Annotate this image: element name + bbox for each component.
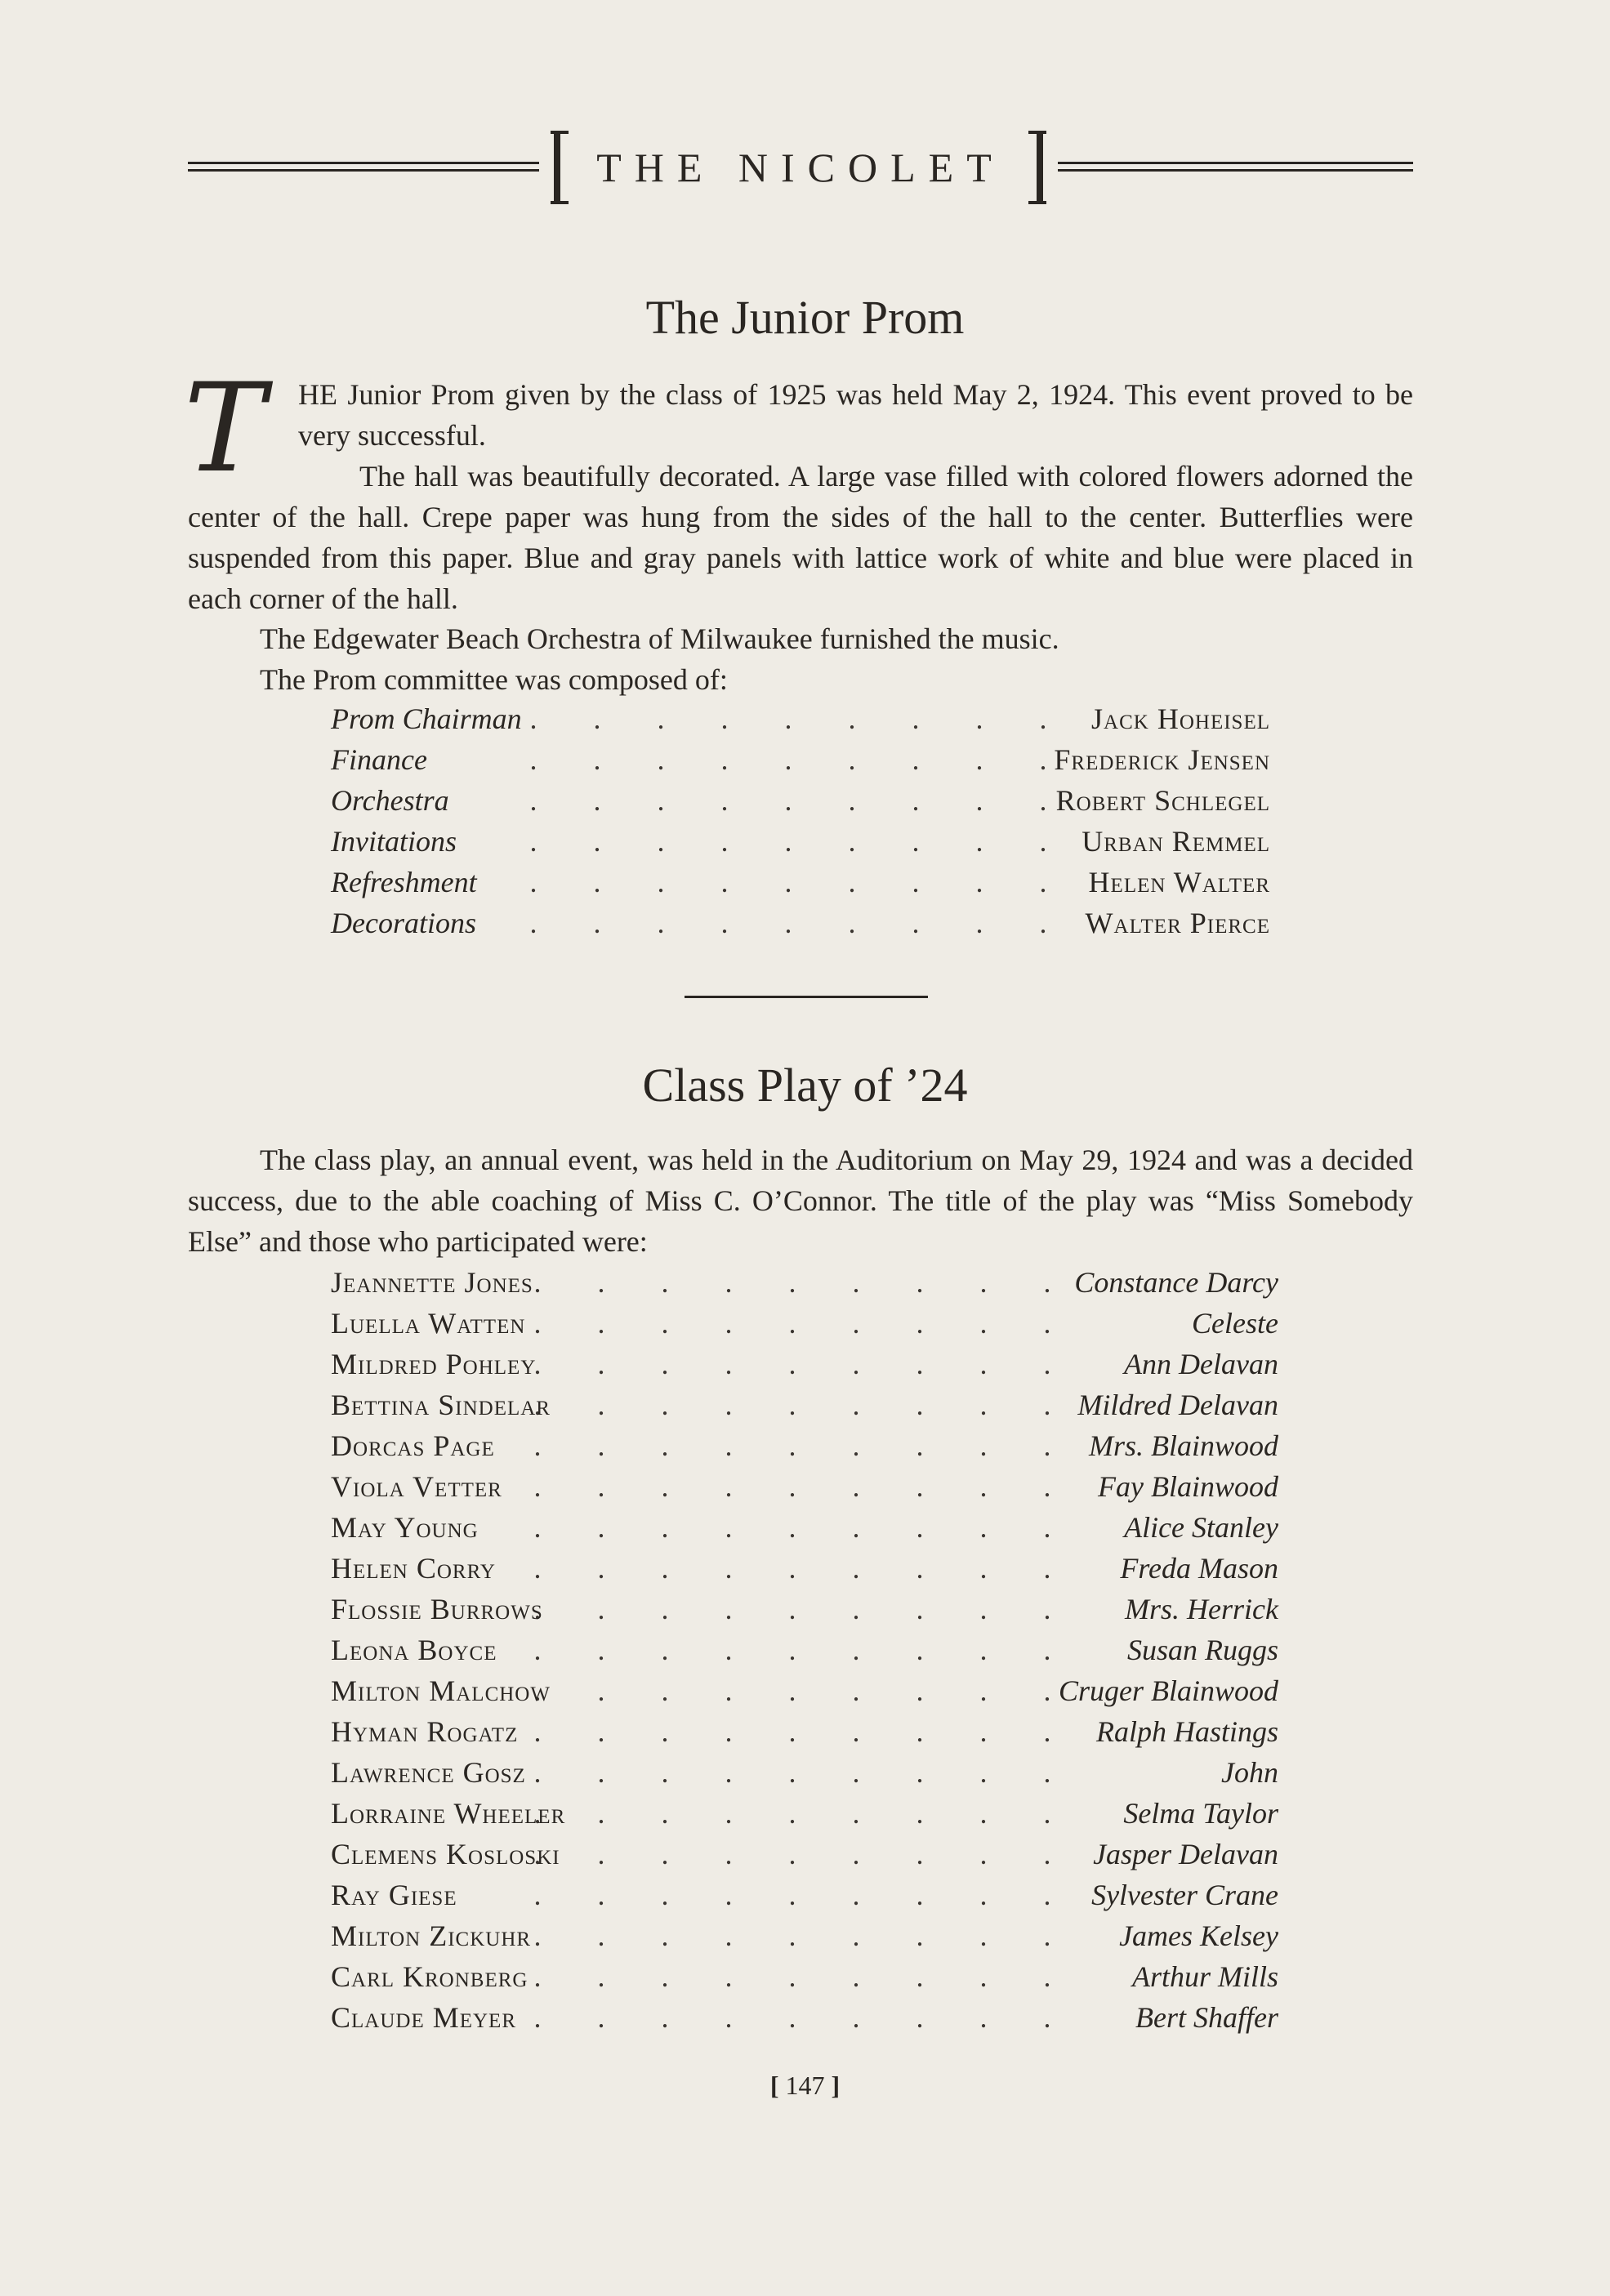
- page-number-bracket-right: ]: [831, 2071, 841, 2100]
- cast-row: [331, 1915, 1278, 1956]
- cast-row-character: Cruger Blainwood: [1058, 1674, 1278, 1707]
- cast-row: [331, 1793, 1278, 1834]
- cast-row: [331, 1629, 1278, 1670]
- header-rule-left: [188, 162, 539, 173]
- cast-row: [331, 1303, 1278, 1344]
- committee-row: [331, 821, 1270, 862]
- dot-leader: . . . . . . . . .: [529, 702, 1072, 735]
- committee-row: [331, 698, 1270, 739]
- cast-row: [331, 1670, 1278, 1711]
- cast-row-character: Celeste: [1192, 1307, 1278, 1340]
- committee-row-role: Refreshment: [331, 866, 477, 898]
- cast-row-actor: Jeannette Jones: [331, 1266, 533, 1299]
- dot-leader: . . . . . . . . .: [533, 1838, 1076, 1870]
- cast-row-character: Arthur Mills: [1131, 1960, 1278, 1993]
- committee-row-role: Decorations: [331, 907, 476, 939]
- committee-row-role: Finance: [331, 743, 427, 776]
- dot-leader: . . . . . . . . .: [533, 1756, 1076, 1789]
- prom-committee-list: [331, 698, 1270, 943]
- cast-row-actor: Flossie Burrows: [331, 1593, 543, 1625]
- dot-leader: . . . . . . . . .: [529, 866, 1072, 898]
- committee-row-name: Robert Schlegel: [1055, 784, 1270, 817]
- dot-leader: . . . . . . . . .: [533, 1511, 1076, 1544]
- cast-row-actor: Milton Malchow: [331, 1674, 551, 1707]
- cast-row: [331, 1466, 1278, 1507]
- cast-row: [331, 1344, 1278, 1384]
- cast-row-actor: Dorcas Page: [331, 1429, 495, 1462]
- cast-row-character: Bert Shaffer: [1135, 2001, 1278, 2034]
- cast-row-actor: Hyman Rogatz: [331, 1715, 519, 1748]
- committee-row: [331, 739, 1270, 780]
- dot-leader: . . . . . . . . .: [533, 1552, 1076, 1585]
- cast-row: [331, 1997, 1278, 2038]
- cast-row-character: Ralph Hastings: [1095, 1715, 1278, 1748]
- prom-paragraph-2: The hall was beautifully decorated. A large vase filled with colored flowers adorned the center of the hall. Crepe paper was hung from the sides of the hall to the center. Butterflies were suspended from this paper. Blue and gray panels with lattice work of white and blue were placed in each corner of the hall.: [188, 460, 1413, 615]
- dot-leader: . . . . . . . . .: [529, 743, 1072, 776]
- cast-row: [331, 1507, 1278, 1548]
- cast-row: [331, 1425, 1278, 1466]
- cast-row-actor: Lorraine Wheeler: [331, 1797, 566, 1830]
- cast-row-actor: Clemens Kosloski: [331, 1838, 560, 1870]
- cast-row: [331, 1589, 1278, 1629]
- committee-row: [331, 903, 1270, 943]
- cast-row-actor: Mildred Pohley: [331, 1348, 537, 1380]
- cast-row-actor: Leona Boyce: [331, 1634, 497, 1666]
- dot-leader: . . . . . . . . .: [533, 1634, 1076, 1666]
- dot-leader: . . . . . . . . .: [533, 1960, 1076, 1993]
- committee-row-name: Helen Walter: [1088, 866, 1270, 898]
- page-number-value: 147: [785, 2071, 825, 2100]
- cast-row-actor: Milton Zickuhr: [331, 1919, 532, 1952]
- dot-leader: . . . . . . . . .: [529, 825, 1072, 858]
- dot-leader: . . . . . . . . .: [533, 1266, 1076, 1299]
- cast-row: [331, 1384, 1278, 1425]
- committee-row-name: Walter Pierce: [1085, 907, 1270, 939]
- cast-row: [331, 1956, 1278, 1997]
- class-play-title: Class Play of ’24: [642, 1059, 968, 1112]
- cast-row-character: Constance Darcy: [1074, 1266, 1278, 1299]
- prom-paragraph-3: The Edgewater Beach Orchestra of Milwaukee furnished the music.: [260, 622, 1059, 655]
- committee-row: [331, 780, 1270, 821]
- committee-row-name: Urban Remmel: [1082, 825, 1270, 858]
- header-rule-right: [1058, 162, 1413, 173]
- cast-row-character: Jasper Delavan: [1093, 1838, 1278, 1870]
- cast-row: [331, 1548, 1278, 1589]
- masthead-title: THE NICOLET: [596, 145, 1005, 190]
- cast-row-character: Mildred Delavan: [1077, 1389, 1278, 1421]
- cast-row-actor: Carl Kronberg: [331, 1960, 528, 1993]
- cast-row-actor: Viola Vetter: [331, 1470, 502, 1503]
- dot-leader: . . . . . . . . .: [533, 1348, 1076, 1380]
- committee-row-role: Prom Chairman: [331, 702, 522, 735]
- dot-leader: . . . . . . . . .: [533, 1429, 1076, 1462]
- dot-leader: . . . . . . . . .: [533, 1797, 1076, 1830]
- cast-row: [331, 1752, 1278, 1793]
- cast-row: [331, 1834, 1278, 1875]
- dot-leader: . . . . . . . . .: [533, 1674, 1076, 1707]
- committee-row-role: Invitations: [331, 825, 457, 858]
- cast-row-actor: Bettina Sindelar: [331, 1389, 551, 1421]
- cast-row-character: Susan Ruggs: [1126, 1634, 1278, 1666]
- cast-row-character: Sylvester Crane: [1091, 1879, 1278, 1911]
- cast-row-character: James Kelsey: [1119, 1919, 1278, 1952]
- section-divider: [685, 996, 928, 998]
- cast-row-character: Alice Stanley: [1124, 1511, 1278, 1544]
- cast-row-actor: May Young: [331, 1511, 479, 1544]
- cast-row-character: Selma Taylor: [1123, 1797, 1278, 1830]
- cast-row-character: Mrs. Blainwood: [1088, 1429, 1278, 1462]
- dot-leader: . . . . . . . . .: [533, 1470, 1076, 1503]
- committee-row-name: Frederick Jensen: [1054, 743, 1270, 776]
- page-number: [0, 2071, 1610, 2101]
- cast-row: [331, 1711, 1278, 1752]
- dot-leader: . . . . . . . . .: [533, 1307, 1076, 1340]
- prom-paragraph-1: HE Junior Prom given by the class of 1925 was held May 2, 1924. This event proved to be very successful.: [298, 378, 1413, 452]
- cast-row-character: Fay Blainwood: [1098, 1470, 1278, 1503]
- committee-row: [331, 862, 1270, 903]
- dot-leader: . . . . . . . . .: [533, 2001, 1076, 2034]
- prom-paragraph-4: The Prom committee was composed of:: [260, 663, 728, 696]
- drop-cap: T: [184, 358, 266, 500]
- cast-row-actor: Claude Meyer: [331, 2001, 516, 2034]
- page-header: [188, 131, 1413, 204]
- cast-row-character: Mrs. Herrick: [1125, 1593, 1278, 1625]
- cast-row-character: Ann Delavan: [1124, 1348, 1278, 1380]
- page-number-bracket-left: [: [769, 2071, 779, 2100]
- cast-row-character: John: [1221, 1756, 1278, 1789]
- cast-row-actor: Luella Watten: [331, 1307, 526, 1340]
- cast-row: [331, 1262, 1278, 1303]
- cast-row-character: Freda Mason: [1120, 1552, 1278, 1585]
- header-bracket-left: [547, 131, 572, 204]
- dot-leader: . . . . . . . . .: [533, 1593, 1076, 1625]
- cast-row-actor: Ray Giese: [331, 1879, 457, 1911]
- cast-row-actor: Lawrence Gosz: [331, 1756, 526, 1789]
- dot-leader: . . . . . . . . .: [529, 907, 1072, 939]
- junior-prom-title: The Junior Prom: [645, 291, 965, 344]
- committee-row-role: Orchestra: [331, 784, 449, 817]
- header-bracket-right: [1025, 131, 1050, 204]
- dot-leader: . . . . . . . . .: [533, 1389, 1076, 1421]
- committee-row-name: Jack Hoheisel: [1091, 702, 1270, 735]
- cast-list: [331, 1262, 1278, 2038]
- dot-leader: . . . . . . . . .: [529, 784, 1072, 817]
- cast-row: [331, 1875, 1278, 1915]
- dot-leader: . . . . . . . . .: [533, 1715, 1076, 1748]
- cast-row-actor: Helen Corry: [331, 1552, 496, 1585]
- dot-leader: . . . . . . . . .: [533, 1879, 1076, 1911]
- class-play-paragraph: The class play, an annual event, was held in the Auditorium on May 29, 1924 and was a decided success, due to the able coaching of Miss C. O’Connor. The title of the play was “Miss Somebody Else” and those who participated were:: [188, 1144, 1413, 1258]
- dot-leader: . . . . . . . . .: [533, 1919, 1076, 1952]
